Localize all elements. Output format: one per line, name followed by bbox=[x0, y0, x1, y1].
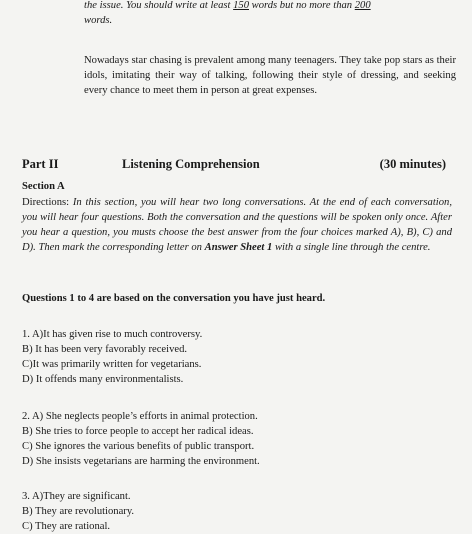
question-2 bbox=[22, 409, 260, 469]
option: 2. A) She neglects people’s efforts in animal protection. bbox=[22, 411, 258, 422]
option: 3. A)They are significant. bbox=[22, 491, 131, 502]
directions-body: In this section, you will hear two long conversations. At the end of each conversation, you will hear four questions. Both the conversation and the questions will be spoken only once. After you hear a question, you musts choose the best answer from the four choices marked A), B), C) and D). Then mark the corresponding letter on bbox=[22, 197, 452, 253]
part-label: Part II bbox=[22, 157, 59, 171]
section-title: Section A bbox=[22, 181, 65, 192]
option: B) It has been very favorably received. bbox=[22, 344, 188, 355]
option: C) They are rational. bbox=[22, 521, 111, 532]
questions-intro: Questions 1 to 4 are based on the conversation you have just heard. bbox=[22, 293, 326, 304]
part-time: (30 minutes) bbox=[379, 157, 446, 171]
answer-sheet-name: Answer Sheet 1 bbox=[204, 242, 273, 253]
option: 1. A)It has given rise to much controversy. bbox=[22, 329, 203, 340]
writing-instruction bbox=[84, 0, 456, 28]
option: D) She insists vegetarians are harming the environment. bbox=[22, 456, 260, 467]
question-3 bbox=[22, 489, 134, 534]
part-title: Listening Comprehension bbox=[122, 157, 260, 171]
directions-end: with a single line through the centre. bbox=[272, 242, 431, 253]
min-words: 150 bbox=[233, 0, 249, 11]
instruction-text-start: the issue. You should write at least bbox=[84, 0, 234, 11]
option: B) They are revolutionary. bbox=[22, 506, 135, 517]
option: B) She tries to force people to accept her radical ideas. bbox=[22, 426, 254, 437]
max-words: 200 bbox=[354, 0, 371, 11]
directions bbox=[22, 195, 452, 255]
option: C)It was primarily written for vegetarians. bbox=[22, 359, 202, 370]
option: C) She ignores the various benefits of public transport. bbox=[22, 441, 255, 452]
option: D) It offends many environmentalists. bbox=[22, 374, 184, 385]
instruction-text-mid: words but no more than bbox=[249, 0, 355, 11]
question-1 bbox=[22, 327, 202, 387]
writing-prompt-paragraph: Nowadays star chasing is prevalent among many teenagers. They take pop stars as their idols, imitating their way of talking, following their style of dressing, and seeking every chance to meet them in person at great expenses. bbox=[84, 55, 456, 96]
directions-label: Directions: bbox=[22, 197, 73, 208]
instruction-text-end: words. bbox=[84, 15, 113, 26]
